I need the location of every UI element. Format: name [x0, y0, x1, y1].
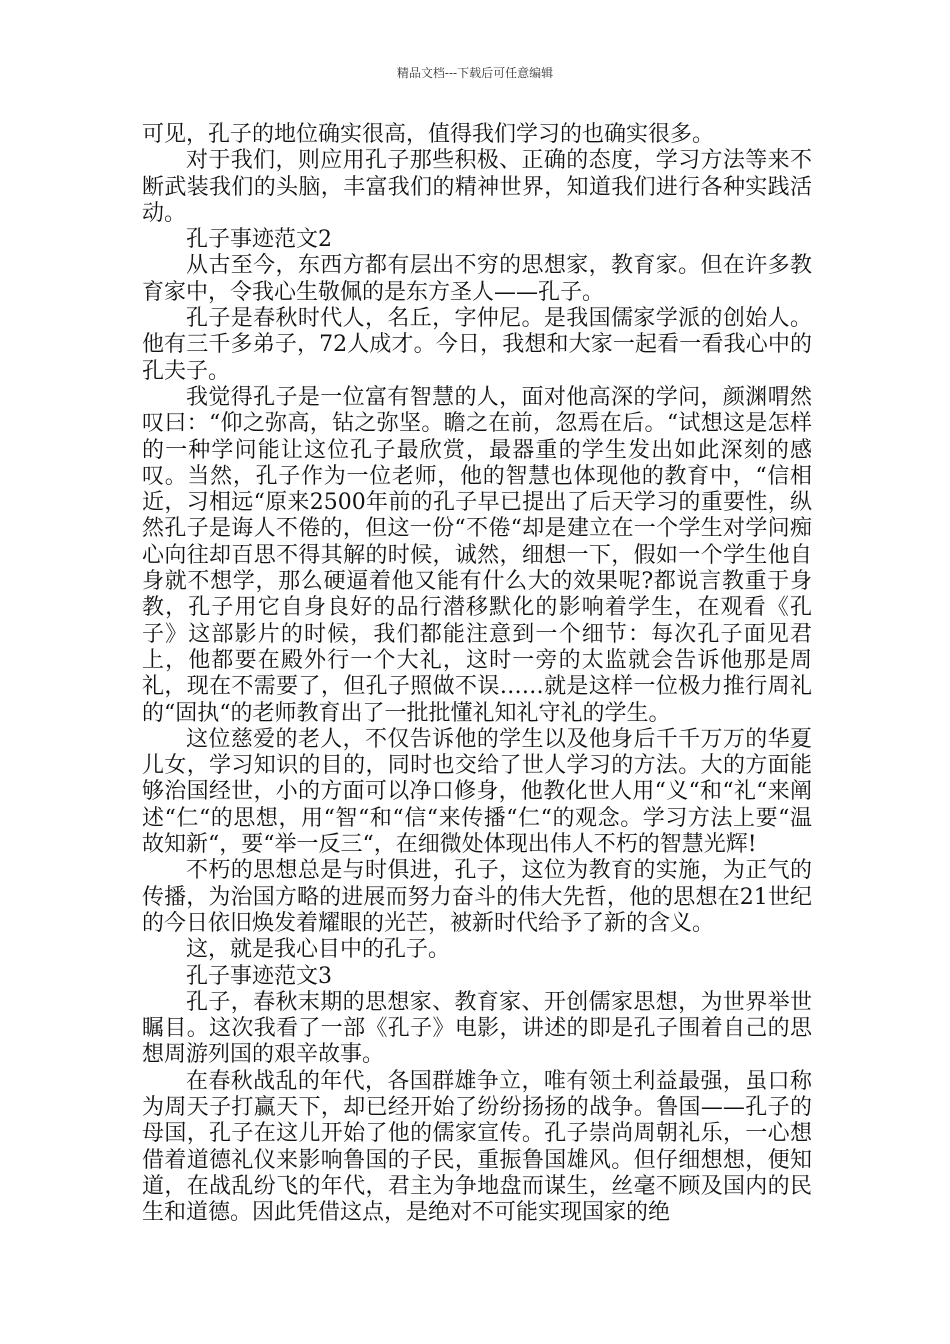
paragraph-4: 从古至今，东西方都有层出不穷的思想家，教育家。但在许多教育家中，令我心生敬佩的是东方圣人——孔子。 — [142, 253, 812, 305]
paragraph-8: 不朽的思想总是与时俱进，孔子，这位为教育的实施，为正气的传播，为治国方略的进展而努力奋斗的伟大先哲，他的思想在21世纪的今日依旧焕发着耀眼的光芒，被新时代给予了新的含义。 — [142, 858, 812, 936]
paragraph-12: 在春秋战乱的年代，各国群雄争立，唯有领土利益最强，虽口称为周天子打赢天下，却已经开始了纷纷扬扬的战争。鲁国——孔子的母国，孔子在这儿开始了他的儒家宣传。孔子崇尚周朝礼乐，一心想借着道德礼仪来影响鲁国的子民，重振鲁国雄风。但仔细想想，便知道，在战乱纷飞的年代，君主为争地盘而谋生，丝毫不顾及国内的民生和道德。因此凭借这点，是绝对不可能实现国家的绝 — [142, 1068, 812, 1226]
page-header: 精品文档---下载后可任意编辑 — [396, 66, 554, 80]
paragraph-11: 孔子，春秋末期的思想家、教育家、开创儒家思想，为世界举世瞩目。这次我看了一部《孔子》电影，讲述的即是孔子围着自己的思想周游列国的艰辛故事。 — [142, 989, 812, 1068]
section-heading-3: 孔子事迹范文3 — [186, 963, 332, 989]
document-body — [142, 122, 812, 1226]
paragraph-1: 可见，孔子的地位确实很高，值得我们学习的也确实很多。 — [142, 122, 715, 147]
paragraph-2: 对于我们，则应用孔子那些积极、正确的态度，学习方法等来不断武装我们的头脑，丰富我们的精神世界，知道我们进行各种实践活动。 — [142, 148, 812, 226]
paragraph-7: 这位慈爱的老人，不仅告诉他的学生以及他身后千千万万的华夏儿女，学习知识的目的，同时也交给了世人学习的方法。大的方面能够治国经世，小的方面可以净口修身，他教化世人用“义“和“礼“来阐述“仁“的思想，用“智“和“信“来传播“仁“的观念。学习方法上要“温故知新“，要“举一反三“，在细微处体现出伟人不朽的智慧光辉! — [142, 726, 812, 858]
paragraph-6: 我觉得孔子是一位富有智慧的人，面对他高深的学问，颜渊喟然叹曰：“仰之弥高，钻之弥坚。瞻之在前，忽焉在后。“试想这是怎样的一种学问能让这位孔子最欣赏，最器重的学生发出如此深刻的感叹。当然，孔子作为一位老师，他的智慧也体现他的教育中，“信相近，习相远“原来2500年前的孔子早已提出了后天学习的重要性，纵然孔子是诲人不倦的，但这一份“不倦“却是建立在一个学生对学问痴心向往却百思不得其解的时候，诚然，细想一下，假如一个学生他自身就不想学，那么硬逼着他又能有什么大的效果呢?都说言教重于身教，孔子用它自身良好的品行潜移默化的影响着学生，在观看《孔子》这部影片的时候，我们都能注意到一个细节：每次孔子面见君上，他都要在殿外行一个大礼，这时一旁的太监就会告诉他那是周礼，现在不需要了，但孔子照做不误……就是这样一位极力推行周礼的“固执“的老师教育出了一批批懂礼知礼守礼的学生。 — [142, 384, 812, 726]
paragraph-9: 这，就是我心目中的孔子。 — [186, 937, 451, 963]
paragraph-5: 孔子是春秋时代人，名丘，字仲尼。是我国儒家学派的创始人。他有三千多弟子，72人成才。今日，我想和大家一起看一看我心中的孔夫子。 — [142, 306, 812, 384]
section-heading-2: 孔子事迹范文2 — [186, 227, 332, 253]
